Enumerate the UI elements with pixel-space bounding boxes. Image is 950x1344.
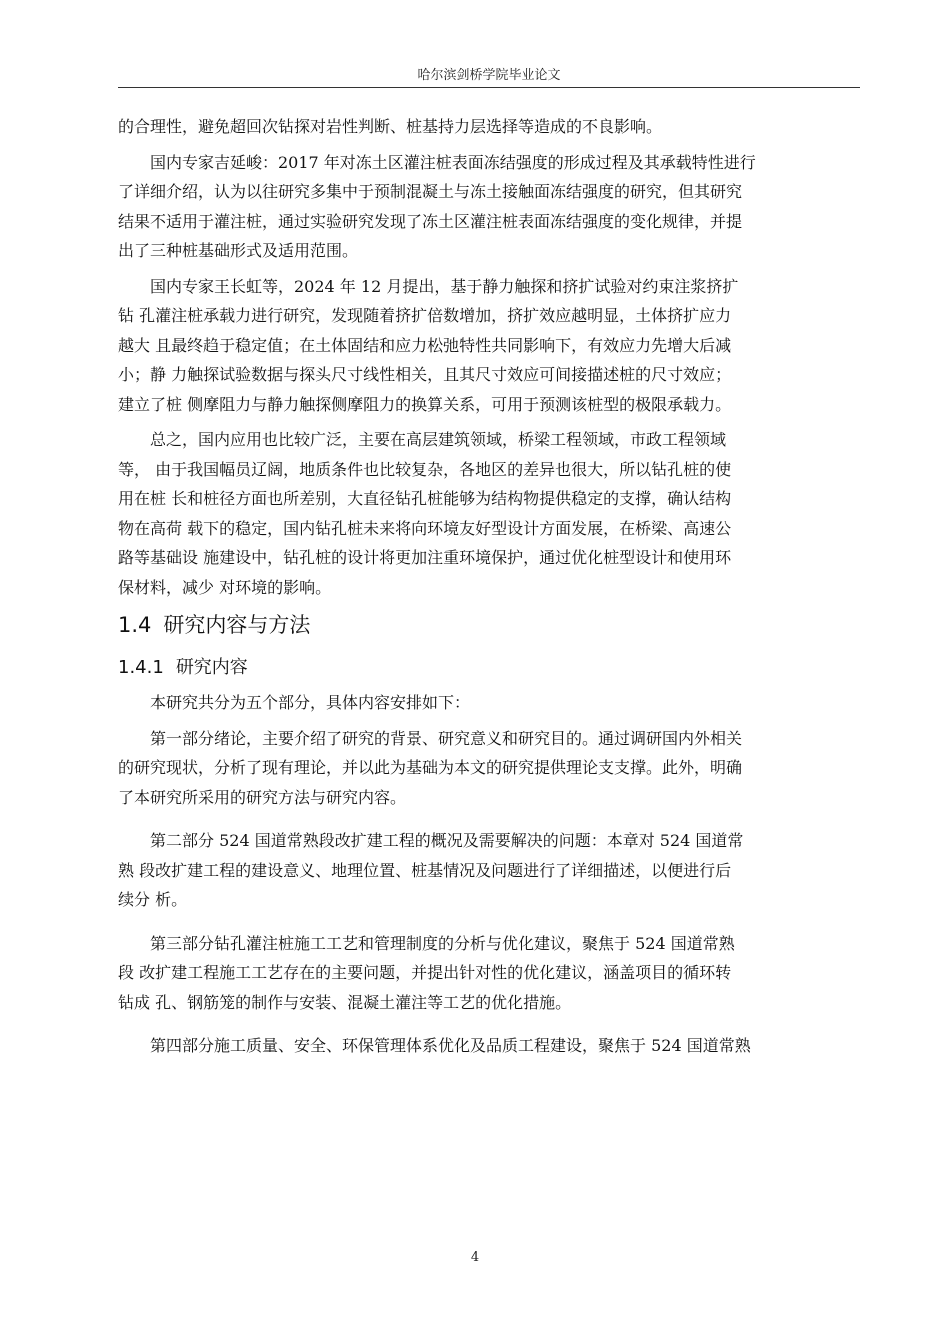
text-line: 第四部分施工质量、安全、环保管理体系优化及品质工程建设，聚焦于 524 国道常熟 xyxy=(150,1036,751,1055)
text-line: 物在高荷 载下的稳定，国内钻孔桩未来将向环境友好型设计方面发展，在桥梁、高速公 xyxy=(118,518,732,538)
text-line: 保材料，减少 对环境的影响。 xyxy=(118,577,332,597)
text-line: 第三部分钻孔灌注桩施工工艺和管理制度的分析与优化建议，聚焦于 524 国道常熟 xyxy=(150,933,735,953)
paragraph xyxy=(118,1031,860,1061)
section-title: 研究内容与方法 xyxy=(163,613,311,637)
paragraph xyxy=(118,425,860,602)
text-line: 第二部分 524 国道常熟段改扩建工程的概况及需要解决的问题：本章对 524 国道常 xyxy=(150,831,744,850)
paragraph xyxy=(118,148,860,266)
text-line: 出了三种桩基础形式及适用范围。 xyxy=(118,241,359,260)
text-line: 了详细介绍，认为以往研究多集中于预制混凝土与冻土接触面冻结强度的研究，但其研究 xyxy=(118,182,743,201)
text-line: 国内专家吉延峻：2017 年对冻土区灌注桩表面冻结强度的形成过程及其承载特性进行 xyxy=(150,152,756,172)
text-line: 钻成 孔、钢筋笼的制作与安装、混凝土灌注等工艺的优化措施。 xyxy=(118,992,572,1012)
text-line: 越大 且最终趋于稳定值；在土体固结和应力松弛特性共同影响下，有效应力先增大后减 xyxy=(118,335,732,355)
text-line: 国内专家王长虹等，2024 年 12 月提出，基于静力触探和挤扩试验对约束注浆挤扩 xyxy=(150,276,739,296)
paragraph xyxy=(118,688,860,718)
text-line: 本研究共分为五个部分，具体内容安排如下： xyxy=(150,693,471,712)
text-line: 的研究现状，分析了现有理论，并以此为基础为本文的研究提供理论支支撑。此外，明确 xyxy=(118,758,743,777)
subsection-heading xyxy=(118,652,860,684)
paragraph xyxy=(118,929,860,1018)
header-rule xyxy=(118,87,860,88)
section-number: 1.4 xyxy=(118,613,152,637)
page-number: 4 xyxy=(470,1250,480,1265)
text-line: 钻 孔灌注桩承载力进行研究，发现随着挤扩倍数增加，挤扩效应越明显，土体挤扩应力 xyxy=(118,306,732,325)
paragraph xyxy=(118,272,860,420)
text-line: 总之，国内应用也比较广泛，主要在高层建筑领域，桥梁工程领域，市政工程领域 xyxy=(150,430,727,449)
text-line: 熟 段改扩建工程的建设意义、地理位置、桩基情况及问题进行了详细描述，以便进行后 xyxy=(118,860,732,880)
text-line: 路等基础设 施建设中，钻孔桩的设计将更加注重环境保护，通过优化桩型设计和使用环 xyxy=(118,548,732,567)
text-line: 了本研究所采用的研究方法与研究内容。 xyxy=(118,787,407,807)
paragraph xyxy=(118,112,860,142)
text-line: 等， 由于我国幅员辽阔，地质条件也比较复杂，各地区的差异也很大，所以钻孔桩的使 xyxy=(118,459,732,479)
text-line: 结果不适用于灌注桩，通过实验研究发现了冻土区灌注桩表面冻结强度的变化规律，并提 xyxy=(118,211,743,231)
paragraph xyxy=(118,826,860,915)
text-line: 段 改扩建工程施工工艺存在的主要问题，并提出针对性的优化建议，涵盖项目的循环转 xyxy=(118,963,732,982)
text-line: 的合理性，避免超回次钻探对岩性判断、桩基持力层选择等造成的不良影响。 xyxy=(118,117,663,136)
page-header: 哈尔滨剑桥学院毕业论文 xyxy=(417,68,561,83)
text-line: 续分 析。 xyxy=(118,890,188,909)
text-line: 第一部分绪论，主要介绍了研究的背景、研究意义和研究目的。通过调研国内外相关 xyxy=(150,728,743,748)
text-line: 用在桩 长和桩径方面也所差别，大直径钻孔桩能够为结构物提供稳定的支撑，确认结构 xyxy=(118,489,732,508)
section-heading xyxy=(118,608,860,642)
text-line: 小；静 力触探试验数据与探头尺寸线性相关，且其尺寸效应可间接描述桩的尺寸效应； xyxy=(118,365,732,384)
text-line: 建立了桩 侧摩阻力与静力触探侧摩阻力的换算关系，可用于预测该桩型的极限承载力。 xyxy=(118,394,732,414)
page-body xyxy=(118,112,860,1067)
paragraph xyxy=(118,724,860,813)
subsection-title: 研究内容 xyxy=(175,657,248,678)
subsection-number: 1.4.1 xyxy=(118,657,164,678)
